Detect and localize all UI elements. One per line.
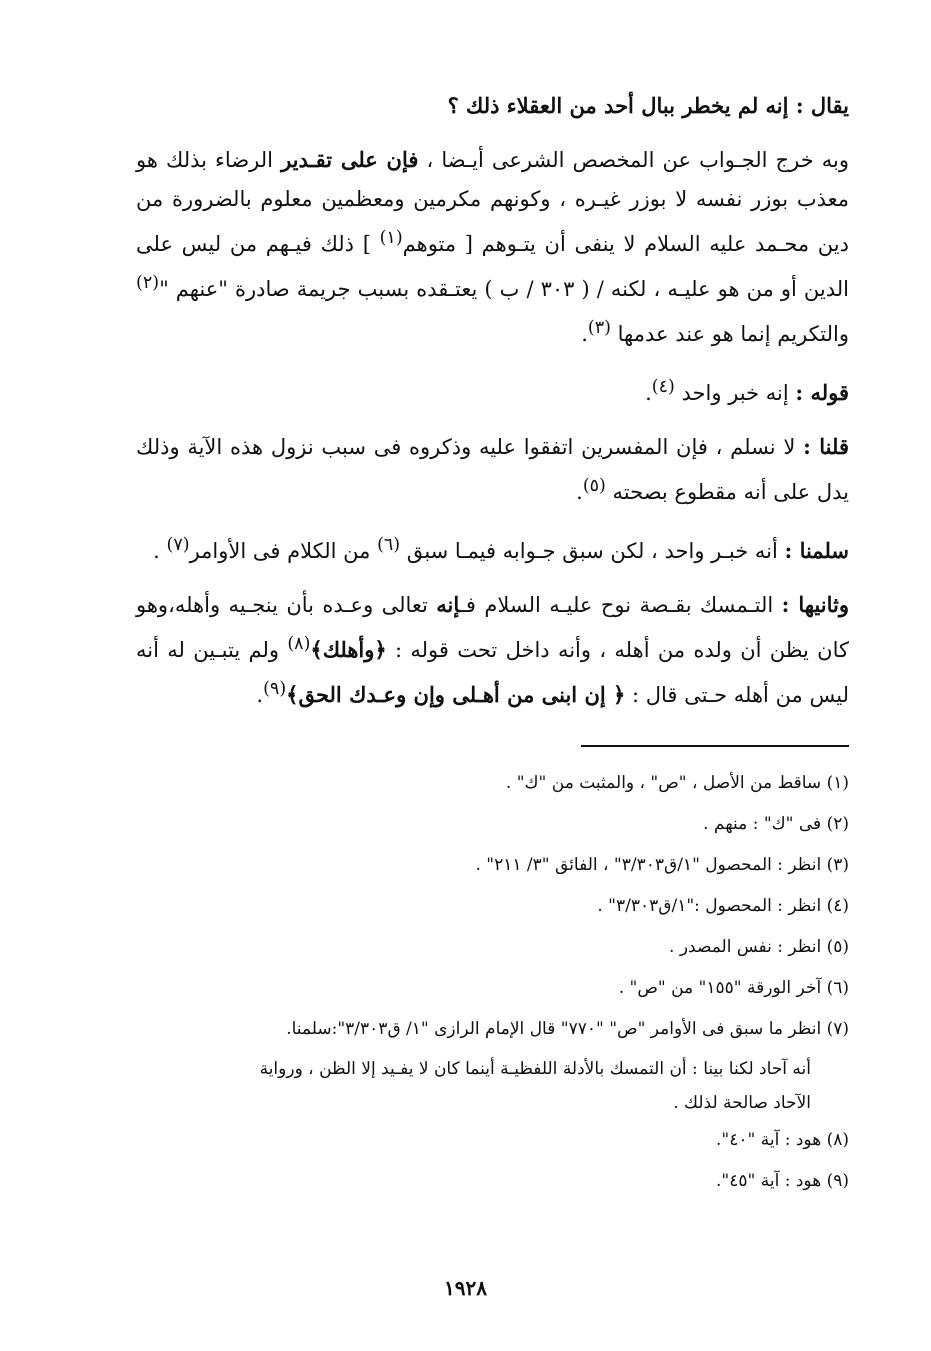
paragraph-text: تعالى وعـده بأن ينجـيه وأهله،وهو كان يظن أن ولده من أهله ، وأنه داخل تحت قوله :	[136, 593, 849, 662]
paragraph-text: ] ذلك فيـهم من ليس على الدين أو من هو عليـه ، لكنه / ( ٣٠٣ / ب ) يعتـقده بسبب جريمة صادرة "عنهم "	[136, 232, 849, 301]
paragraph-end: .	[645, 381, 652, 405]
paragraph-text: والتكريم إنما هو عند عدمها	[610, 322, 849, 346]
footnote-ref-4: (٤)	[651, 377, 675, 397]
footnote-ref-9: (٩)	[263, 679, 287, 699]
paragraph-text: إنه لم يخطر ببال أحد من العقلاء ذلك ؟	[447, 93, 796, 118]
paragraph-lead: سلمنا :	[784, 538, 849, 563]
paragraph-text: إنه خبر واحد	[674, 381, 796, 405]
page-number: ١٩٢٨	[444, 1276, 487, 1300]
paragraph-end: .	[581, 322, 588, 346]
emphasized-text: إنه	[436, 592, 460, 617]
footnote-7: (٧) انظر ما سبق فى الأوامر "ص" "٧٧٠" قال الإمام الرازى "١/ ق٣/٣٠٣":سلمنا.	[286, 1019, 849, 1039]
footnote-ref-2: (٢)	[136, 273, 160, 293]
footnote-ref-7: (٧)	[166, 535, 190, 555]
paragraph-text: لا نسلم ، فإن المفسرين اتفقوا عليه وذكروه فى سبب نزول هذه الآية وذلك يدل على أنه مقطوع بصحته	[136, 435, 849, 504]
footnote-6: (٦) آخر الورقة "١٥٥" من "ص" .	[618, 978, 849, 998]
paragraph-6	[136, 585, 849, 715]
paragraph-text: وبه خرج الجـواب عن المخصص الشرعى أيـضا ،	[418, 148, 850, 172]
footnote-ref-5: (٥)	[582, 476, 606, 496]
footnotes	[136, 763, 849, 1202]
footnote-ref-3: (٣)	[587, 318, 611, 338]
paragraph-lead: قلنا :	[803, 434, 849, 459]
footnote-ref-6: (٦)	[377, 535, 401, 555]
quran-quote: ﴿وأهلك﴾	[310, 637, 387, 662]
footnote-4: (٤) انظر : المحصول :"١/ق٣/٣٠٣" .	[597, 896, 849, 916]
paragraph-end: .	[576, 480, 583, 504]
paragraph-text: من الكلام فى الأوامر	[189, 539, 378, 563]
quran-quote: ﴿ إن ابنى من أهـلى وإن وعـدك الحق﴾	[286, 682, 626, 707]
paragraph-lead: يقال :	[795, 93, 849, 118]
footnote-2: (٢) فى "ك" : منهم .	[703, 814, 849, 834]
footnote-7-continuation: الآحاد صالحة لذلك .	[673, 1093, 811, 1113]
paragraph-end: .	[256, 683, 264, 707]
footnote-7-continuation: أنه آحاد لكنا بينا : أن التمسك بالأدلة اللفظيـة أينما كان لا يفـيد إلا الظن ، ورواية	[259, 1059, 811, 1079]
paragraph-3	[136, 368, 849, 413]
footnote-9: (٩) هود : آية "٤٥".	[716, 1171, 849, 1191]
paragraph-text: أنه خبـر واحد ، لكن سبق جـوابه فيمـا سبق	[400, 539, 785, 563]
paragraph-text: ولم يتبـين له أنه ليس من أهله حـتى قال :	[136, 638, 849, 707]
main-text	[136, 86, 849, 715]
paragraph-text: الرضاء بذلك هو معذب بوزر نفسه لا بوزر غيـره ، وكونهم مكرمين ومعظمين معلوم بالضرورة من دين محـمد عليه السلام لا ينفى أن يتـوهم [ متوهم	[136, 148, 849, 256]
emphasized-text: فإن على تقـدير	[281, 147, 419, 172]
paragraph-lead: وثانيها :	[781, 592, 849, 617]
footnote-separator	[581, 745, 849, 747]
paragraph-1	[136, 86, 849, 126]
paragraph-5	[136, 526, 849, 571]
footnote-1: (١) ساقط من الأصل ، "ص" ، والمثبت من "ك" .	[505, 773, 849, 793]
paragraph-end: .	[153, 539, 167, 563]
paragraph-lead: قوله :	[795, 380, 849, 405]
paragraph-text: التـمسك بقـصة نوح عليـه السلام فـ	[459, 593, 782, 617]
footnote-5: (٥) انظر : نفس المصدر .	[669, 937, 849, 957]
footnote-3: (٣) انظر : المحصول "١/ق٣/٣٠٣" ، الفائق "٣/ ٢١١" .	[475, 855, 849, 875]
footnote-ref-1: (١)	[379, 228, 403, 248]
paragraph-2	[136, 140, 849, 354]
footnote-ref-8: (٨)	[287, 634, 311, 654]
paragraph-4	[136, 427, 849, 512]
footnote-8: (٨) هود : آية "٤٠".	[716, 1130, 849, 1150]
